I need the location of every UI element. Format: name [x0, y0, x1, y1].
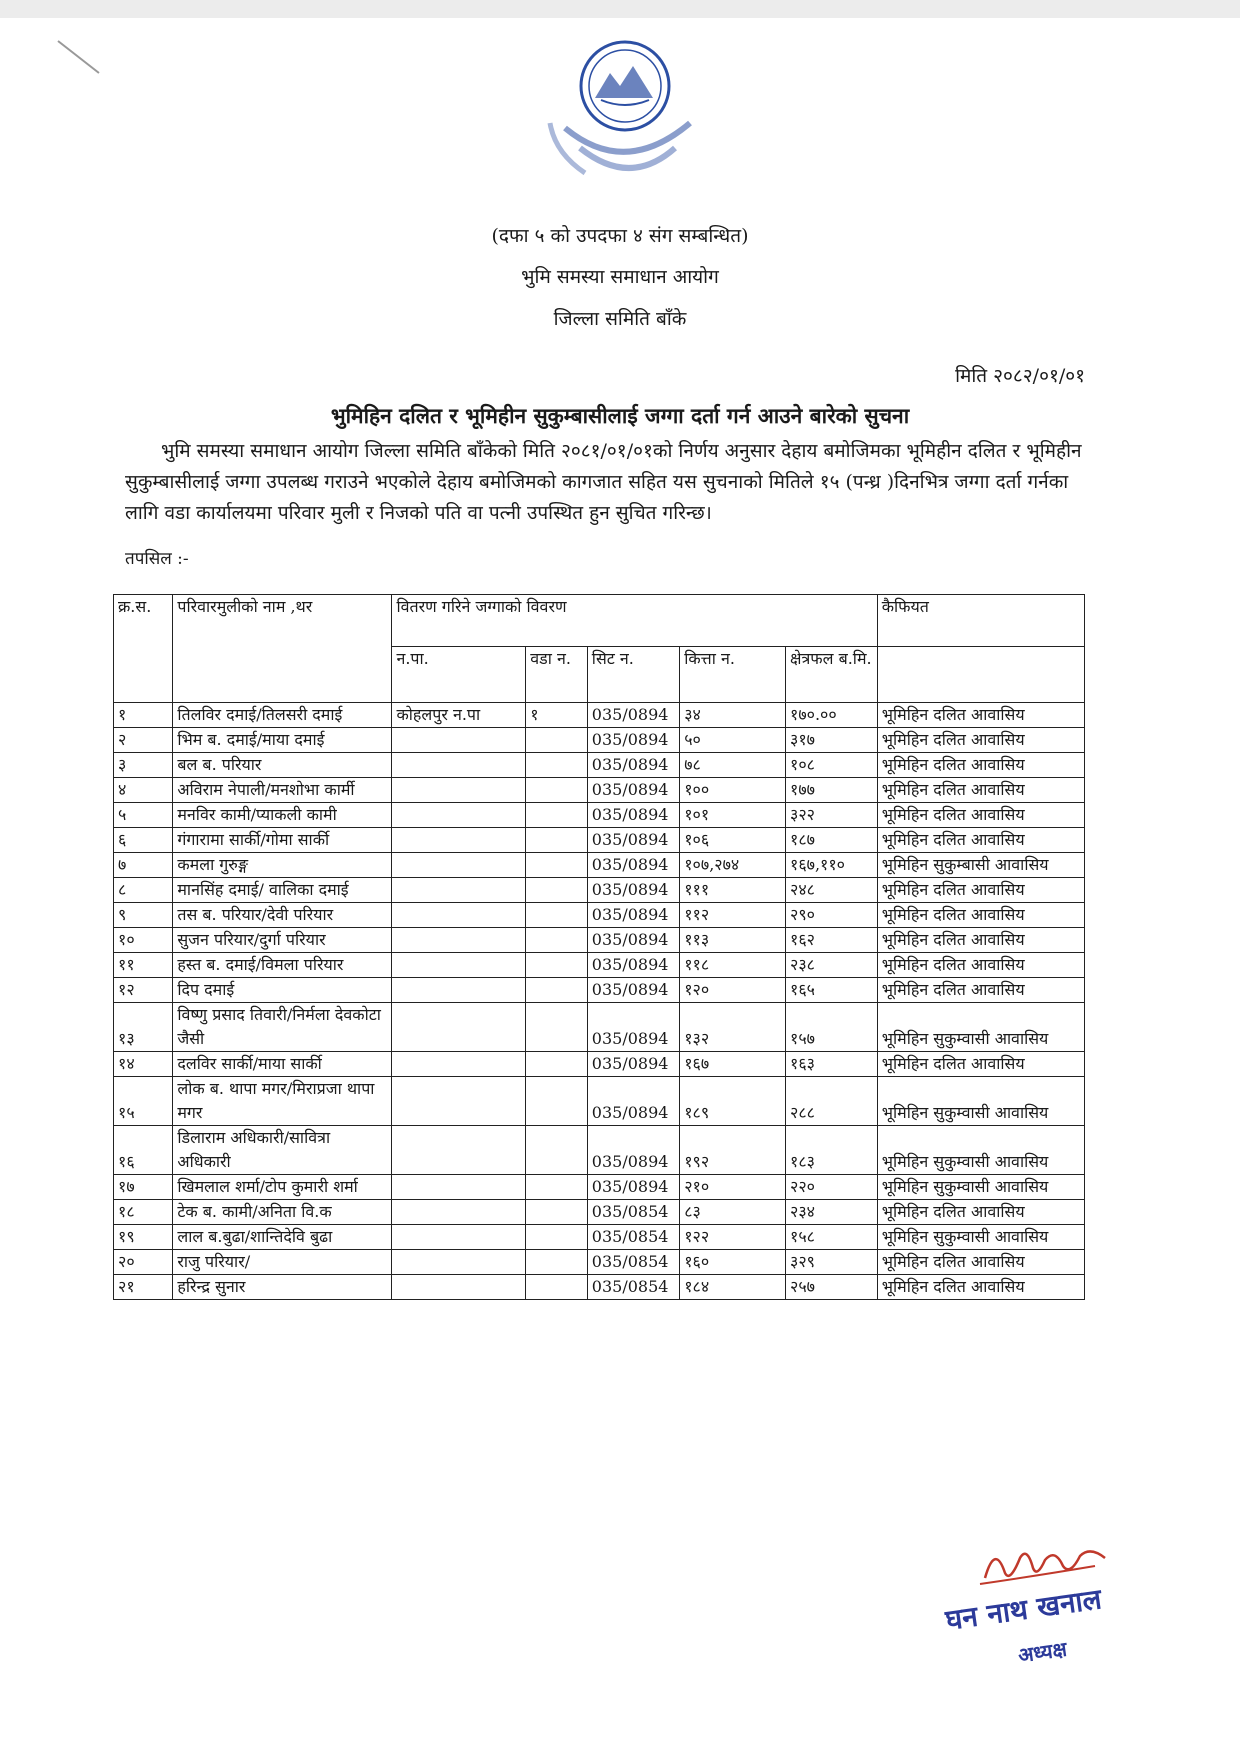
municipality-cell [392, 1003, 526, 1052]
area-cell: २३४ [786, 1200, 878, 1225]
ward-cell [526, 1052, 588, 1077]
table-row [114, 1275, 1085, 1300]
municipality-cell [392, 728, 526, 753]
sn-cell: ४ [114, 778, 173, 803]
sheet-cell: 035/0894 [587, 753, 679, 778]
sheet-cell: 035/0894 [587, 978, 679, 1003]
name-cell: बल ब. परियार [173, 753, 392, 778]
remarks-cell: भूमिहिन दलित आवासिय [877, 1052, 1084, 1077]
table-row [114, 878, 1085, 903]
area-cell: १६२ [786, 928, 878, 953]
sheet-cell: 035/0854 [587, 1225, 679, 1250]
municipality-cell [392, 978, 526, 1003]
remarks-cell: भूमिहिन सुकुम्वासी आवासिय [877, 1077, 1084, 1126]
name-cell: दिप दमाई [173, 978, 392, 1003]
name-cell: लाल ब.बुढा/शान्तिदेवि बुढा [173, 1225, 392, 1250]
sn-cell: १२ [114, 978, 173, 1003]
sn-cell: २ [114, 728, 173, 753]
sheet-cell: 035/0894 [587, 1126, 679, 1175]
name-cell: लोक ब. थापा मगर/मिराप्रजा थापा मगर [173, 1077, 392, 1126]
remarks-cell: भूमिहिन दलित आवासिय [877, 1200, 1084, 1225]
municipality-cell [392, 1275, 526, 1300]
table-row [114, 1250, 1085, 1275]
header-line-1: (दफा ५ को उपदफा ४ संग सम्बन्धित) [491, 225, 749, 247]
area-cell: २८८ [786, 1077, 878, 1126]
kitta-cell: १६७ [680, 1052, 786, 1077]
kitta-cell: ३४ [680, 703, 786, 728]
kitta-cell: १३२ [680, 1003, 786, 1052]
name-cell: तस ब. परियार/देवी परियार [173, 903, 392, 928]
sn-cell: ८ [114, 878, 173, 903]
ward-cell [526, 853, 588, 878]
name-cell: कमला गुरुङ्ग [173, 853, 392, 878]
notice-title: भुमिहिन दलित र भूमिहीन सुकुम्बासीलाई जग्गा दर्ता गर्न आउने बारेको सुचना [330, 403, 910, 428]
name-cell: राजु परियार/ [173, 1250, 392, 1275]
remarks-cell: भूमिहिन दलित आवासिय [877, 728, 1084, 753]
area-cell: १६५ [786, 978, 878, 1003]
table-row [114, 928, 1085, 953]
area-cell: १७०.०० [786, 703, 878, 728]
sn-cell: १४ [114, 1052, 173, 1077]
area-cell: १६७,११० [786, 853, 878, 878]
government-seal [525, 28, 725, 188]
name-cell: डिलाराम अधिकारी/सावित्रा अधिकारी [173, 1126, 392, 1175]
table-row [114, 728, 1085, 753]
table-row [114, 853, 1085, 878]
sn-cell: १३ [114, 1003, 173, 1052]
name-cell: दलविर सार्की/माया सार्की [173, 1052, 392, 1077]
corner-mark [57, 40, 99, 74]
ward-cell [526, 1126, 588, 1175]
remarks-cell: भूमिहिन दलित आवासिय [877, 753, 1084, 778]
ward-cell [526, 1250, 588, 1275]
notice-body [125, 436, 1085, 529]
name-cell: खिमलाल शर्मा/टोप कुमारी शर्मा [173, 1175, 392, 1200]
sn-cell: ११ [114, 953, 173, 978]
sheet-cell: 035/0894 [587, 703, 679, 728]
col-header-sheet: सिट न. [587, 647, 679, 703]
remarks-cell: भूमिहिन सुकुम्वासी आवासिय [877, 1175, 1084, 1200]
ward-cell [526, 1200, 588, 1225]
sn-cell: ५ [114, 803, 173, 828]
sheet-cell: 035/0894 [587, 1175, 679, 1200]
sheet-cell: 035/0854 [587, 1200, 679, 1225]
sn-cell: १० [114, 928, 173, 953]
sheet-cell: 035/0894 [587, 853, 679, 878]
header-line-3: जिल्ला समिति बाँके [553, 308, 687, 330]
col-header-municipality: न.पा. [392, 647, 526, 703]
ward-cell: १ [526, 703, 588, 728]
sn-cell: ९ [114, 903, 173, 928]
municipality-cell [392, 903, 526, 928]
municipality-cell [392, 778, 526, 803]
signatory-name: घन नाथ खनाल [943, 1582, 1104, 1637]
sn-cell: ३ [114, 753, 173, 778]
area-cell: २९० [786, 903, 878, 928]
municipality-cell [392, 878, 526, 903]
col-header-kitta: कित्ता न. [680, 647, 786, 703]
table-row [114, 1225, 1085, 1250]
area-cell: १८७ [786, 828, 878, 853]
name-cell: हरिन्द्र सुनार [173, 1275, 392, 1300]
kitta-cell: १२२ [680, 1225, 786, 1250]
kitta-cell: ८३ [680, 1200, 786, 1225]
sn-cell: १ [114, 703, 173, 728]
sn-cell: २० [114, 1250, 173, 1275]
name-cell: सुजन परियार/दुर्गा परियार [173, 928, 392, 953]
area-cell: ३२९ [786, 1250, 878, 1275]
sheet-cell: 035/0894 [587, 728, 679, 753]
ward-cell [526, 1077, 588, 1126]
remarks-cell: भूमिहिन दलित आवासिय [877, 778, 1084, 803]
ward-cell [526, 903, 588, 928]
sheet-cell: 035/0894 [587, 928, 679, 953]
municipality-cell [392, 953, 526, 978]
sn-cell: १५ [114, 1077, 173, 1126]
table-row [114, 1200, 1085, 1225]
name-cell: टेक ब. कामी/अनिता वि.क [173, 1200, 392, 1225]
table-row [114, 753, 1085, 778]
sn-cell: १८ [114, 1200, 173, 1225]
municipality-cell [392, 828, 526, 853]
remarks-cell: भूमिहिन सुकुम्वासी आवासिय [877, 1003, 1084, 1052]
col-header-remarks: कैफियत [877, 595, 1084, 647]
sn-cell: २१ [114, 1275, 173, 1300]
remarks-cell: भूमिहिन सुकुम्वासी आवासिय [877, 1126, 1084, 1175]
sheet-cell: 035/0854 [587, 1275, 679, 1300]
ward-cell [526, 978, 588, 1003]
kitta-cell: १९२ [680, 1126, 786, 1175]
sn-cell: ७ [114, 853, 173, 878]
kitta-cell: १६० [680, 1250, 786, 1275]
ward-cell [526, 1275, 588, 1300]
sheet-cell: 035/0894 [587, 953, 679, 978]
table-row [114, 1077, 1085, 1126]
name-cell: विष्णु प्रसाद तिवारी/निर्मला देवकोटा जैसी [173, 1003, 392, 1052]
remarks-cell: भूमिहिन दलित आवासिय [877, 703, 1084, 728]
ward-cell [526, 828, 588, 853]
sn-cell: १९ [114, 1225, 173, 1250]
col-header-sn: क्र.स. [114, 595, 173, 703]
sheet-cell: 035/0894 [587, 1003, 679, 1052]
scan-top-band [0, 0, 1240, 18]
kitta-cell: १०१ [680, 803, 786, 828]
name-cell: भिम ब. दमाई/माया दमाई [173, 728, 392, 753]
municipality-cell: कोहलपुर न.पा [392, 703, 526, 728]
kitta-cell: ७८ [680, 753, 786, 778]
sn-cell: ६ [114, 828, 173, 853]
ward-cell [526, 1175, 588, 1200]
ward-cell [526, 1225, 588, 1250]
col-header-details: वितरण गरिने जग्गाको विवरण [392, 595, 877, 647]
sheet-cell: 035/0894 [587, 903, 679, 928]
sheet-cell: 035/0894 [587, 1077, 679, 1126]
remarks-cell: भूमिहिन दलित आवासिय [877, 978, 1084, 1003]
area-cell: १५८ [786, 1225, 878, 1250]
col-header-name: परिवारमुलीको नाम ,थर [173, 595, 392, 703]
name-cell: गंगारामा सार्की/गोमा सार्की [173, 828, 392, 853]
area-cell: ३१७ [786, 728, 878, 753]
sheet-cell: 035/0894 [587, 1052, 679, 1077]
sheet-cell: 035/0854 [587, 1250, 679, 1275]
col-header-area: क्षेत्रफल ब.मि. [786, 647, 878, 703]
table-row [114, 953, 1085, 978]
remarks-cell: भूमिहिन सुकुम्वासी आवासिय [877, 1225, 1084, 1250]
beneficiary-table [113, 594, 1085, 1300]
name-cell: हस्त ब. दमाई/विमला परियार [173, 953, 392, 978]
kitta-cell: १०६ [680, 828, 786, 853]
municipality-cell [392, 1200, 526, 1225]
table-row [114, 978, 1085, 1003]
details-label: तपसिल :- [125, 549, 189, 569]
remarks-cell: भूमिहिन दलित आवासिय [877, 828, 1084, 853]
table-row [114, 903, 1085, 928]
table-row [114, 1126, 1085, 1175]
sn-cell: १७ [114, 1175, 173, 1200]
sheet-cell: 035/0894 [587, 803, 679, 828]
area-cell: १८३ [786, 1126, 878, 1175]
sn-cell: १६ [114, 1126, 173, 1175]
col-header-remarks-sub [877, 647, 1084, 703]
sheet-cell: 035/0894 [587, 878, 679, 903]
municipality-cell [392, 753, 526, 778]
remarks-cell: भूमिहिन दलित आवासिय [877, 953, 1084, 978]
notice-paragraph: भुमि समस्या समाधान आयोग जिल्ला समिति बाँकेको मिति २०८१/०१/०१को निर्णय अनुसार देहाय बमोजिमका भूमिहीन दलित र भूमिहीन सुकुम्बासीलाई जग्गा उपलब्ध गराउने भएकोले देहाय बमोजिमको कागजात सहित यस सुचनाको मितिले १५ (पन्ध्र )दिनभित्र जग्गा दर्ता गर्नका लागि वडा कार्यालयमा परिवार मुली र निजको पति वा पत्नी उपस्थित हुन सुचित गरिन्छ। [125, 440, 1082, 524]
area-cell: १६३ [786, 1052, 878, 1077]
name-cell: मनविर कामी/प्याकली कामी [173, 803, 392, 828]
ward-cell [526, 778, 588, 803]
remarks-cell: भूमिहिन दलित आवासिय [877, 803, 1084, 828]
kitta-cell: ११२ [680, 903, 786, 928]
municipality-cell [392, 1052, 526, 1077]
header-line-2: भुमि समस्या समाधान आयोग [521, 266, 719, 288]
table-row [114, 778, 1085, 803]
area-cell: २३८ [786, 953, 878, 978]
area-cell: ३२२ [786, 803, 878, 828]
kitta-cell: १०७,२७४ [680, 853, 786, 878]
table-row [114, 803, 1085, 828]
area-cell: १७७ [786, 778, 878, 803]
remarks-cell: भूमिहिन दलित आवासिय [877, 878, 1084, 903]
kitta-cell: १२० [680, 978, 786, 1003]
kitta-cell: ११८ [680, 953, 786, 978]
area-cell: २५७ [786, 1275, 878, 1300]
area-cell: २४८ [786, 878, 878, 903]
remarks-cell: भूमिहिन दलित आवासिय [877, 1250, 1084, 1275]
municipality-cell [392, 1225, 526, 1250]
kitta-cell: ५० [680, 728, 786, 753]
municipality-cell [392, 1126, 526, 1175]
table-row [114, 1052, 1085, 1077]
name-cell: अविराम नेपाली/मनशोभा कार्मी [173, 778, 392, 803]
table-row [114, 1175, 1085, 1200]
signatory-title: अध्यक्ष [1016, 1636, 1069, 1668]
municipality-cell [392, 928, 526, 953]
remarks-cell: भूमिहिन दलित आवासिय [877, 1275, 1084, 1300]
ward-cell [526, 928, 588, 953]
table-row [114, 1003, 1085, 1052]
municipality-cell [392, 1250, 526, 1275]
area-cell: १५७ [786, 1003, 878, 1052]
municipality-cell [392, 803, 526, 828]
table-row [114, 703, 1085, 728]
ward-cell [526, 1003, 588, 1052]
municipality-cell [392, 1175, 526, 1200]
sheet-cell: 035/0894 [587, 778, 679, 803]
municipality-cell [392, 1077, 526, 1126]
remarks-cell: भूमिहिन दलित आवासिय [877, 928, 1084, 953]
kitta-cell: २१० [680, 1175, 786, 1200]
ward-cell [526, 953, 588, 978]
name-cell: मानसिंह दमाई/ वालिका दमाई [173, 878, 392, 903]
sheet-cell: 035/0894 [587, 828, 679, 853]
area-cell: १०८ [786, 753, 878, 778]
municipality-cell [392, 853, 526, 878]
kitta-cell: १८९ [680, 1077, 786, 1126]
kitta-cell: ११३ [680, 928, 786, 953]
kitta-cell: १०० [680, 778, 786, 803]
col-header-ward: वडा न. [526, 647, 588, 703]
kitta-cell: १८४ [680, 1275, 786, 1300]
remarks-cell: भूमिहिन सुकुम्बासी आवासिय [877, 853, 1084, 878]
ward-cell [526, 728, 588, 753]
table-row [114, 828, 1085, 853]
notice-date: मिति २०८२/०१/०१ [955, 365, 1085, 387]
name-cell: तिलविर दमाई/तिलसरी दमाई [173, 703, 392, 728]
ward-cell [526, 878, 588, 903]
ward-cell [526, 753, 588, 778]
ward-cell [526, 803, 588, 828]
area-cell: २२० [786, 1175, 878, 1200]
remarks-cell: भूमिहिन दलित आवासिय [877, 903, 1084, 928]
kitta-cell: १११ [680, 878, 786, 903]
